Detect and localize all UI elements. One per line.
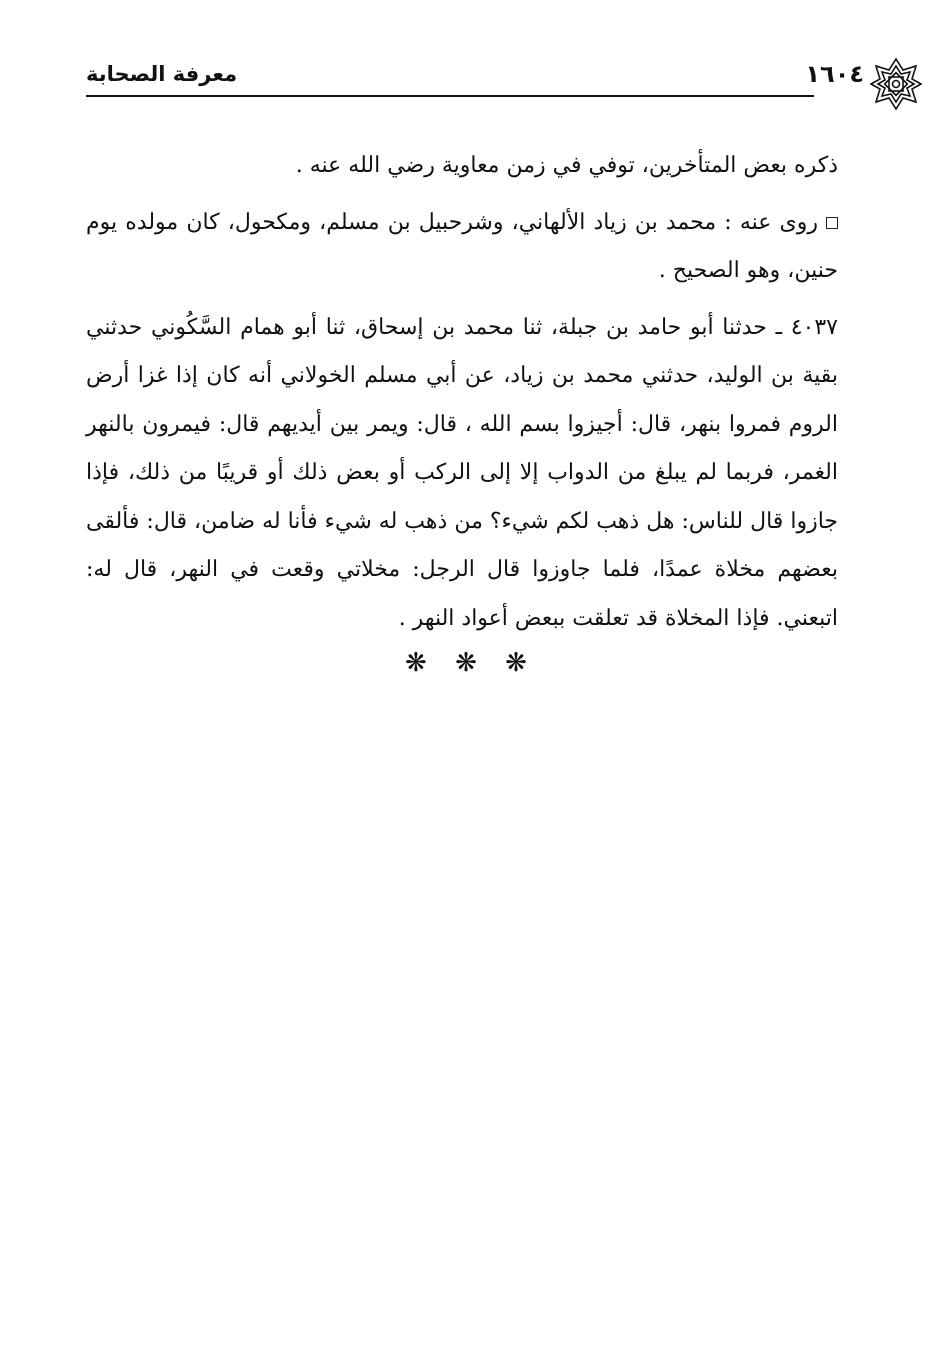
paragraph-death-note: ذكره بعض المتأخرين، توفي في زمن معاوية رضي الله عنه . (295, 153, 838, 178)
square-bullet-icon (826, 217, 838, 229)
header-divider (86, 95, 814, 97)
octagram-ornament-icon (868, 56, 924, 112)
page-body (86, 142, 838, 643)
paragraph-narrators-text: روى عنه : محمد بن زياد الألهاني، وشرحبيل بن مسلم، ومكحول، كان مولده يوم حنين، وهو الصحيح . (86, 209, 838, 283)
page-number: ١٦٠٤ (805, 60, 864, 88)
paragraph-narrators (86, 199, 838, 296)
paragraph-hadith-4037: ٤٠٣٧ ـ حدثنا أبو حامد بن جبلة، ثنا محمد بن إسحاق، ثنا أبو همام السَّكُوني حدثني بقية بن الوليد، حدثني محمد بن زياد، عن أبي مسلم الخولاني أنه كان إذا غزا أرض الروم فمروا بنهر، قال: أجيزوا بسم الله ، قال: ويمر بين أيديهم قال: فيمرون بالنهر الغمر، فربما لم يبلغ من الدواب إلا إلى الركب أو بعض ذلك أو قريبًا من ذلك، فإذا جازوا قال للناس: هل ذهب لكم شيء؟ من ذهب له شيء فأنا له ضامن، قال: فألقى بعضهم مخلاة عمدًا، فلما جاوزوا قال الرجل: مخلاتي وقعت في النهر، قال له: اتبعني. فإذا المخلاة قد تعلقت ببعض أعواد النهر . (86, 314, 838, 631)
section-separator: ❋ ❋ ❋ (405, 648, 537, 678)
page-header (86, 52, 864, 100)
book-title: معرفة الصحابة (86, 62, 238, 86)
